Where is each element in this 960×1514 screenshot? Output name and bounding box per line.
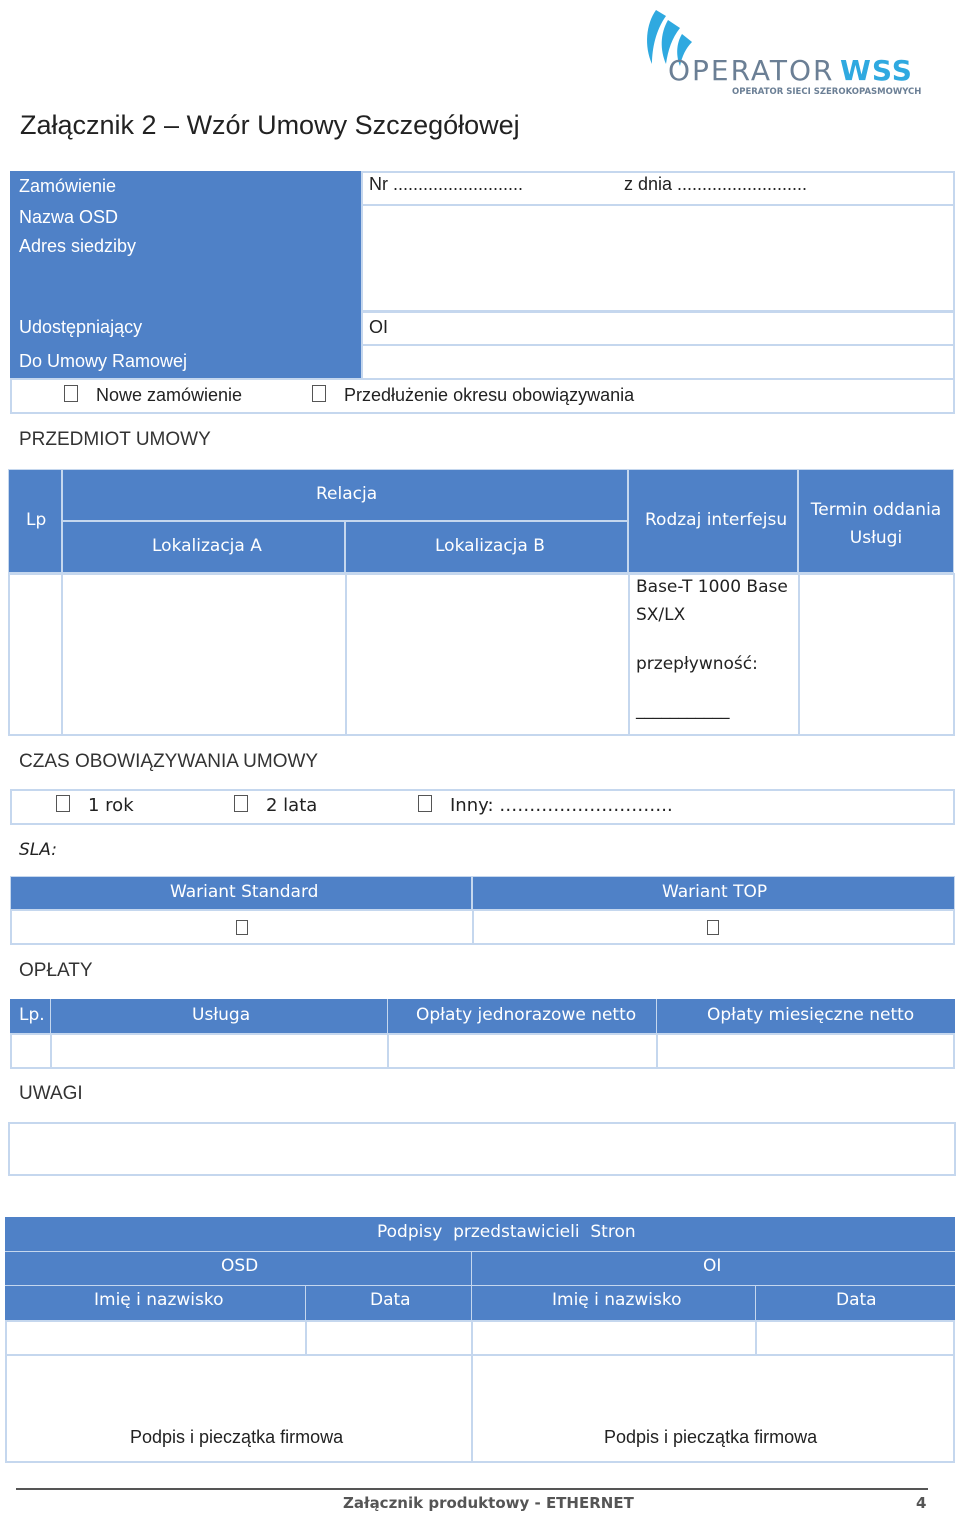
subject-termin-cell[interactable] — [798, 573, 955, 736]
fees-heading: OPŁATY — [19, 960, 93, 981]
subject-termin-label-1: Termin oddania — [810, 500, 942, 520]
duration-option-2-label: 2 lata — [266, 795, 318, 816]
fees-col-lp: Lp. — [19, 1005, 45, 1025]
fees-lp-cell[interactable] — [10, 1033, 52, 1069]
fees-usluga-cell[interactable] — [50, 1033, 389, 1069]
sla-top-label: Wariant TOP — [662, 882, 768, 902]
logo-brand-operator: OPERATOR — [668, 54, 835, 87]
signatures-name1-label: Imię i nazwisko — [94, 1290, 224, 1310]
logo-wing-icon — [638, 6, 928, 98]
udostepniajacy-value-cell — [361, 311, 955, 346]
fees-miesieczne-cell[interactable] — [656, 1033, 955, 1069]
option-new-order[interactable] — [64, 385, 242, 406]
footer-rule — [16, 1488, 928, 1490]
duration-option-3[interactable] — [418, 795, 673, 816]
subject-heading: PRZEDMIOT UMOWY — [19, 429, 211, 450]
sla-top-checkbox-icon[interactable] — [707, 920, 719, 935]
duration-option-2[interactable] — [234, 795, 317, 816]
fees-col-usluga: Usługa — [192, 1005, 251, 1025]
option-new-order-label: Nowe zamówienie — [96, 385, 243, 405]
udostepniajacy-label: Udostępniający — [19, 317, 143, 337]
fees-header-divider — [656, 999, 657, 1034]
signatures-osd-label: OSD — [221, 1256, 259, 1276]
subject-lok-a-label: Lokalizacja A — [152, 536, 262, 556]
subject-lok-b-cell[interactable] — [345, 573, 630, 736]
signatures-name1-cell[interactable] — [5, 1320, 307, 1356]
zamowienie-label: Zamówienie — [19, 176, 117, 196]
order-number: Nr .......................... — [369, 174, 524, 194]
notes-box[interactable] — [8, 1122, 956, 1176]
footer-page-number: 4 — [916, 1494, 927, 1512]
subject-termin-label-2: Usługi — [849, 528, 903, 548]
nazwa-osd-label: Nazwa OSD — [19, 207, 119, 227]
subject-lp-cell[interactable] — [8, 573, 63, 736]
iface-line-1: Base-T 1000 Base — [636, 577, 788, 597]
sla-standard-checkbox-icon[interactable] — [236, 920, 248, 935]
page-title: Załącznik 2 – Wzór Umowy Szczegółowej — [20, 110, 520, 140]
subject-lok-b-label: Lokalizacja B — [435, 536, 545, 556]
fees-col-miesieczne: Opłaty miesięczne netto — [707, 1005, 915, 1025]
iface-line-3: przepływność: — [636, 654, 758, 674]
option-extend-label: Przedłużenie okresu obowiązywania — [344, 385, 635, 405]
duration-option-1[interactable] — [56, 795, 134, 816]
do-umowy-value-cell[interactable] — [361, 344, 955, 380]
logo-tagline: OPERATOR SIECI SZEROKOPASMOWYCH — [732, 87, 922, 97]
checkbox-icon[interactable] — [234, 795, 248, 812]
checkbox-icon[interactable] — [418, 795, 432, 812]
order-osd-info-cell[interactable] — [361, 204, 955, 312]
subject-lp-label: Lp — [26, 510, 47, 530]
signatures-stamp2-label: Podpis i pieczątka firmowa — [604, 1427, 818, 1447]
signatures-date2-label: Data — [836, 1290, 877, 1310]
iface-line-4: ___________ — [636, 700, 730, 720]
fees-jednorazowe-cell[interactable] — [387, 1033, 658, 1069]
signatures-stamp1-label: Podpis i pieczątka firmowa — [130, 1427, 344, 1447]
signatures-oi-label: OI — [703, 1256, 722, 1276]
sla-standard-label: Wariant Standard — [170, 882, 319, 902]
iface-line-2: SX/LX — [636, 605, 686, 625]
checkbox-icon[interactable] — [312, 385, 326, 402]
duration-heading: CZAS OBOWIĄZYWANIA UMOWY — [19, 751, 319, 772]
adres-label: Adres siedziby — [19, 236, 137, 256]
notes-heading: UWAGI — [19, 1083, 83, 1104]
fees-header-divider — [387, 999, 388, 1034]
checkbox-icon[interactable] — [56, 795, 70, 812]
sla-label: SLA: — [19, 840, 57, 860]
signatures-name2-label: Imię i nazwisko — [552, 1290, 682, 1310]
signatures-date2-cell[interactable] — [755, 1320, 955, 1356]
signatures-date1-cell[interactable] — [305, 1320, 473, 1356]
subject-termin-header — [798, 469, 954, 573]
duration-option-3-label: Inny: ……………………….. — [450, 795, 673, 816]
signatures-name2-cell[interactable] — [471, 1320, 757, 1356]
company-logo — [638, 6, 928, 98]
subject-lok-a-cell[interactable] — [61, 573, 347, 736]
duration-option-1-label: 1 rok — [88, 795, 134, 816]
subject-relacja-label: Relacja — [316, 484, 378, 504]
option-extend[interactable] — [312, 385, 634, 406]
signatures-date1-label: Data — [370, 1290, 411, 1310]
logo-brand-wss: WSS — [840, 54, 913, 87]
do-umowy-label: Do Umowy Ramowej — [19, 351, 188, 371]
fees-header-divider — [50, 999, 51, 1034]
footer-text: Załącznik produktowy - ETHERNET — [343, 1494, 634, 1512]
signatures-header-label: Podpisy przedstawicieli Stron — [377, 1222, 636, 1242]
checkbox-icon[interactable] — [64, 385, 78, 402]
fees-col-jednorazowe: Opłaty jednorazowe netto — [416, 1005, 637, 1025]
order-date: z dnia .......................... — [624, 174, 808, 194]
udostepniajacy-value: OI — [369, 317, 389, 337]
subject-interface-label: Rodzaj interfejsu — [645, 510, 788, 530]
